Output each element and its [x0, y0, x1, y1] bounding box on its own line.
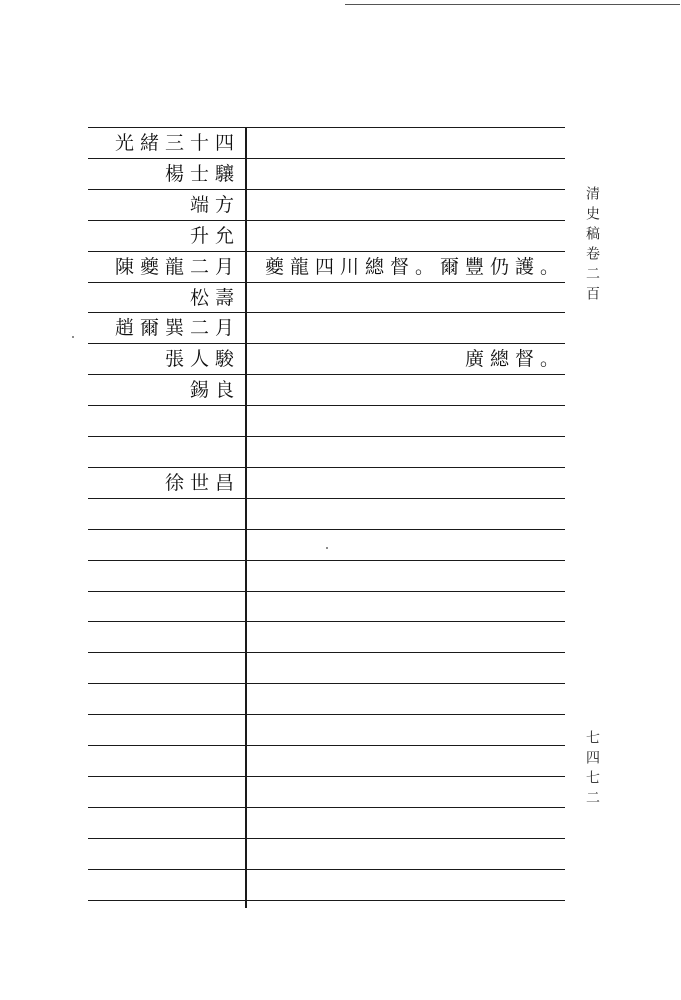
official-name-cell: 陳夔龍二月 — [114, 256, 240, 278]
official-name-cell: 徐世昌 — [164, 472, 240, 494]
side-header: 清史稿卷二百 — [584, 186, 600, 306]
remark-cell — [255, 500, 565, 528]
official-name-cell — [92, 685, 240, 713]
official-name-cell: 張人駿 — [164, 348, 240, 370]
remark-cell — [255, 871, 565, 899]
remark-cell — [255, 314, 565, 342]
remark-cell — [255, 716, 565, 744]
official-name-cell: 楊士驤 — [164, 163, 240, 185]
official-name-cell — [92, 531, 240, 559]
remark-cell — [255, 593, 565, 621]
remark-cell — [255, 685, 565, 713]
official-name-cell: 松壽 — [189, 287, 240, 309]
remark-cell — [255, 747, 565, 775]
speck — [326, 547, 328, 549]
column-divider — [245, 127, 247, 908]
table-bottom-rule — [88, 900, 565, 901]
official-name-cell — [92, 562, 240, 590]
official-name-cell — [92, 747, 240, 775]
official-name-cell — [92, 809, 240, 837]
official-name-cell — [92, 778, 240, 806]
official-name-cell: 趙爾巽二月 — [114, 317, 240, 339]
remark-cell: 夔龍四川總督。爾豐仍護。 — [264, 256, 565, 278]
remark-cell — [255, 469, 565, 497]
official-name-cell — [92, 438, 240, 466]
remark-cell — [255, 284, 565, 312]
remark-cell — [255, 778, 565, 806]
official-name-cell — [92, 500, 240, 528]
official-name-cell — [92, 871, 240, 899]
remark-cell — [255, 407, 565, 435]
remark-cell: 廣總督。 — [464, 348, 565, 370]
official-name-cell — [92, 623, 240, 651]
remark-cell — [255, 438, 565, 466]
speck — [72, 336, 74, 338]
page-number: 七四七二 — [584, 730, 600, 810]
official-name-cell: 端方 — [189, 194, 240, 216]
official-name-cell: 錫良 — [189, 379, 240, 401]
official-name-cell — [92, 593, 240, 621]
remark-cell — [255, 191, 565, 219]
top-edge-line — [345, 4, 680, 5]
official-name-cell — [92, 407, 240, 435]
remark-cell — [255, 654, 565, 682]
remark-cell — [255, 840, 565, 868]
remark-cell — [255, 160, 565, 188]
official-name-cell — [92, 840, 240, 868]
remark-cell — [255, 222, 565, 250]
official-name-cell: 光緒三十四 — [114, 132, 240, 154]
remark-cell — [255, 809, 565, 837]
remark-cell — [255, 531, 565, 559]
official-name-cell — [92, 654, 240, 682]
remark-cell — [255, 562, 565, 590]
remark-cell — [255, 376, 565, 404]
remark-cell — [255, 623, 565, 651]
official-name-cell — [92, 716, 240, 744]
official-name-cell: 升允 — [189, 225, 240, 247]
remark-cell — [255, 129, 565, 157]
